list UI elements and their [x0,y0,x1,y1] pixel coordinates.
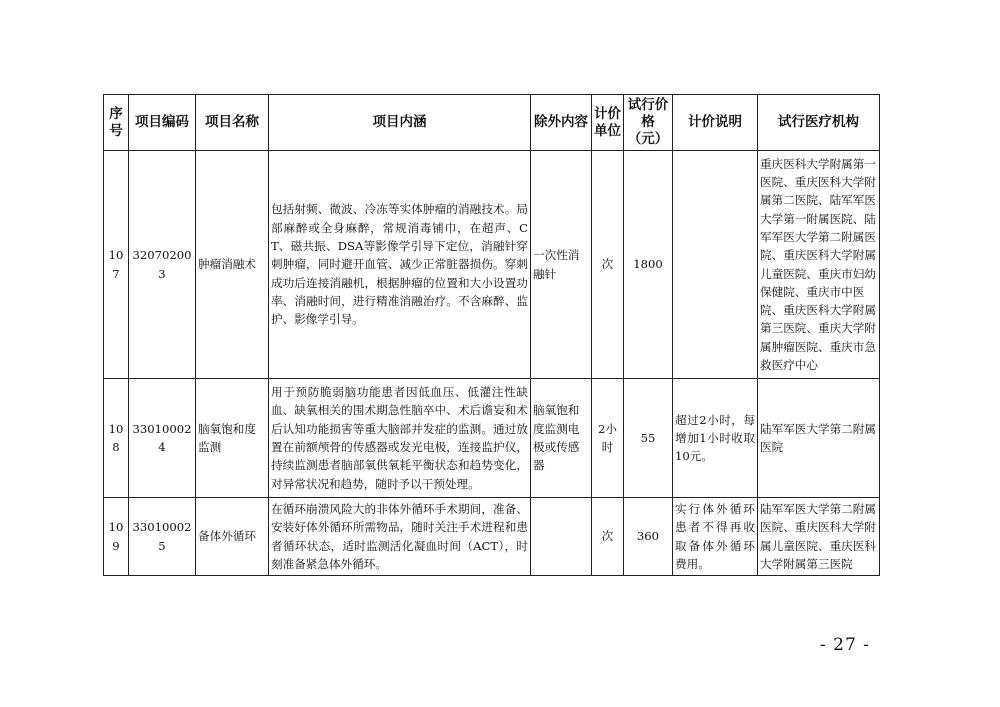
cell-content: 包括射频、微波、冷冻等实体肿瘤的消融技术。局部麻醉或全身麻醉，常规消毒铺巾，在超声、CT、磁共振、DSA等影像学引导下定位，消融针穿刺肿瘤，同时避开血管、减少正常脏器损伤。穿刺成功后连接消融机，根据肿瘤的位置和大小设置功率、消融时间，进行精准消融治疗。不含麻醉、监护、影像学引导。 [269,151,531,379]
cell-institutions: 重庆医科大学附属第一医院、重庆医科大学附属第二医院、陆军军医大学第一附属医院、陆军军医大学第二附属医院、重庆医科大学附属儿童医院、重庆市妇幼保健院、重庆市中医院、重庆医科大学附属第三医院、重庆大学附属肿瘤医院、重庆市急救医疗中心 [758,151,880,379]
header-pricing-note: 计价说明 [673,95,758,151]
cell-content: 用于预防脆弱脑功能患者因低血压、低灌注性缺血、缺氧相关的围术期急性脑卒中、术后谵妄和术后认知功能损害等重大脑部并发症的监测。通过放置在前额颅骨的传感器或发光电极，连接监护仪，持续监测患者脑部氧供氧耗平衡状态和趋势变化，对异常状况和趋势，随时予以干预处理。 [269,379,531,498]
cell-price: 1800 [624,151,673,379]
cell-code: 320702003 [129,151,196,379]
pricing-table [103,94,880,576]
cell-price: 360 [624,498,673,576]
cell-price: 55 [624,379,673,498]
header-institutions: 试行医疗机构 [758,95,880,151]
header-name: 项目名称 [196,95,269,151]
cell-name: 备体外循环 [196,498,269,576]
cell-code: 330100024 [129,379,196,498]
cell-content: 在循环崩溃风险大的非体外循环手术期间，准备、安装好体外循环所需物品，随时关注手术进程和患者循环状态，适时监测活化凝血时间（ACT），时刻准备紧急体外循环。 [269,498,531,576]
cell-pricing-note: 实行体外循环患者不得再收取备体外循环费用。 [673,498,758,576]
cell-institutions: 陆军军医大学第二附属医院、重庆医科大学附属儿童医院、重庆医科大学附属第三医院 [758,498,880,576]
table-header-row [104,95,880,151]
cell-institutions: 陆军军医大学第二附属医院 [758,379,880,498]
page-number: - 27 - [820,635,870,655]
cell-excluded: 脑氧饱和度监测电极或传感器 [531,379,592,498]
cell-name: 肿瘤消融术 [196,151,269,379]
cell-excluded: 一次性消融针 [531,151,592,379]
header-content: 项目内涵 [269,95,531,151]
cell-pricing-note [673,151,758,379]
cell-unit: 次 [592,498,624,576]
cell-code: 330100025 [129,498,196,576]
table-row [104,498,880,576]
header-seq: 序号 [104,95,129,151]
cell-unit: 2小时 [592,379,624,498]
header-code: 项目编码 [129,95,196,151]
cell-unit: 次 [592,151,624,379]
cell-name: 脑氧饱和度监测 [196,379,269,498]
cell-excluded [531,498,592,576]
header-unit: 计价单位 [592,95,624,151]
table-row [104,379,880,498]
header-excluded: 除外内容 [531,95,592,151]
header-price: 试行价格（元） [624,95,673,151]
cell-pricing-note: 超过2小时，每增加1小时收取10元。 [673,379,758,498]
cell-seq: 109 [104,498,129,576]
cell-seq: 107 [104,151,129,379]
table-row [104,151,880,379]
cell-seq: 108 [104,379,129,498]
